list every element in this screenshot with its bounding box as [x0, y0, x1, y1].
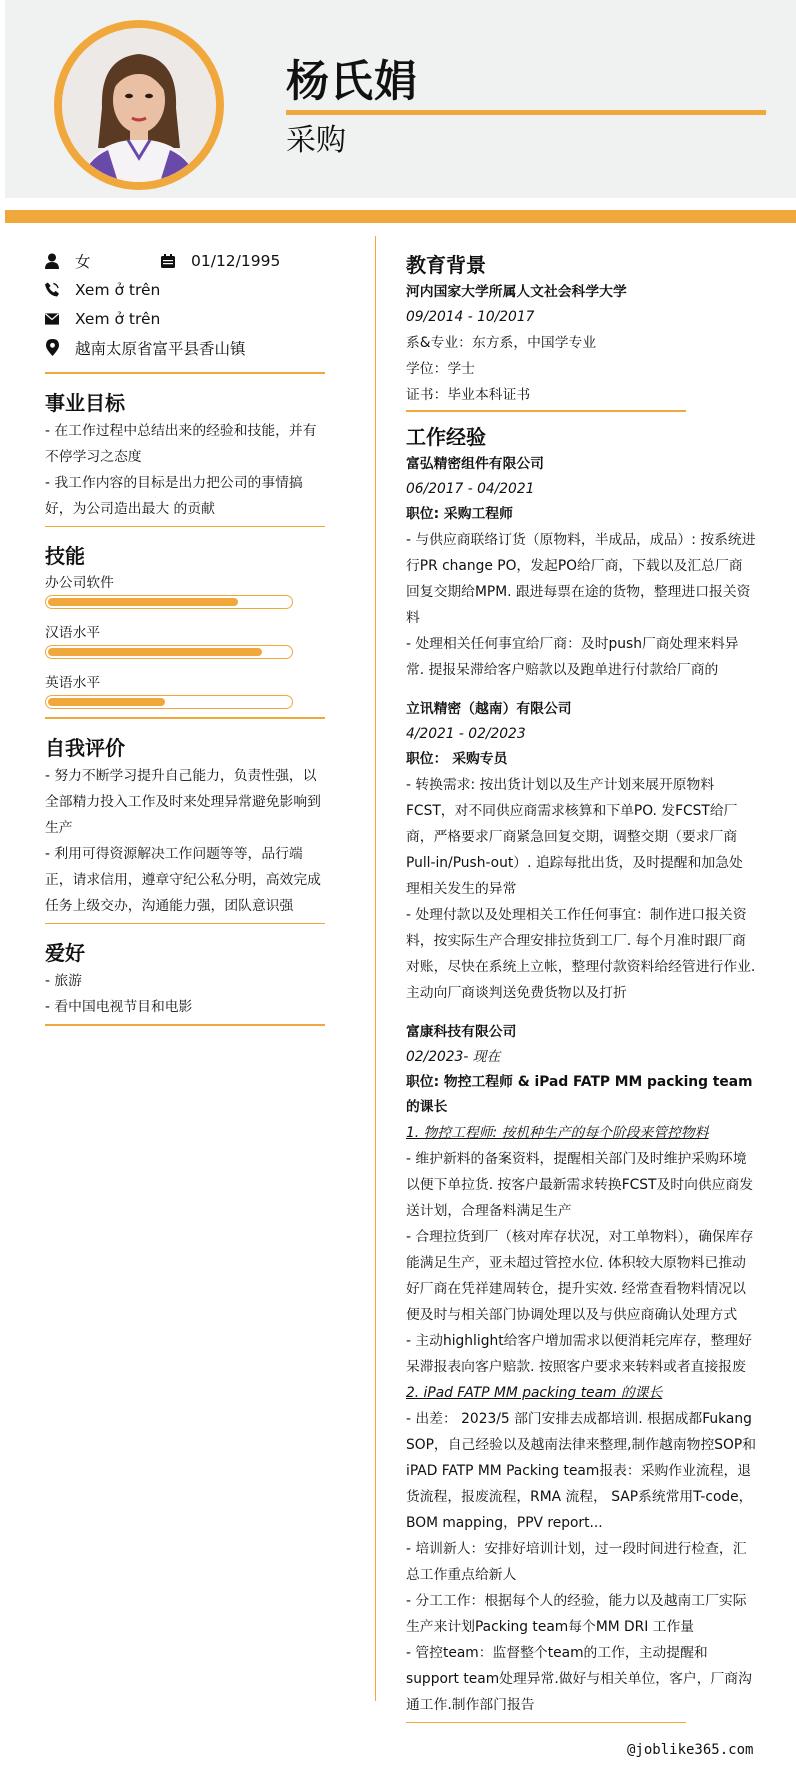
skill-bar-fill [48, 648, 262, 656]
birthdate-value: 01/12/1995 [191, 251, 281, 270]
job-line: - 与供应商联络订货（原物料，半成品，成品）: 按系统进行PR change PO，发起PO给厂商，下载以及汇总厂商回复交期给MPM. 跟进每票在途的货物，整理进口报关资料 [406, 531, 756, 626]
name-underline [286, 110, 766, 115]
skill-label: 英语水平 [45, 675, 101, 691]
self-eval-item: - 利用可得资源解决工作问题等等，品行端正，请求信用，遵章守纪公私分明，高效完成任务上级交办，沟通能力强，团队意识强 [45, 845, 321, 914]
skill-bar [45, 695, 293, 709]
company-name: 富康科技有限公司 [406, 1023, 517, 1040]
job-line: - 出差： 2023/5 部门安排去成都培训. 根据成都Fukang SOP，自己经验以及越南法律来整理,制作越南物控SOP和iPAD FATP MM Packing team报表：采购作业流程，退货流程，报废流程，RMA 流程， SAP系统常用T-code， BOM mapping，PPV report... [406, 1410, 756, 1531]
job-line: - 转换需求: 按出货计划以及生产计划来展开原物料FCST，对不同供应商需求核算和下单PO. 发FCST给厂商，严格要求厂商紧急回复交期，调整交期（要求厂商Pull-in/Push-out）. 追踪每批出货，及时提醒和加急处理相关发生的异常 [406, 776, 743, 897]
education-title: 教育背景 [406, 253, 486, 277]
education-line: 证书：毕业本科证书 [406, 387, 531, 403]
left-column [45, 246, 325, 1026]
section-divider [406, 1722, 686, 1724]
column-divider [375, 236, 376, 1701]
skill-label: 汉语水平 [45, 625, 101, 641]
email-value: Xem ở trên [75, 309, 161, 328]
location-pin-icon [45, 339, 59, 357]
job-date: 02/2023- 现在 [406, 1048, 501, 1065]
career-goal-title: 事业目标 [45, 390, 125, 415]
education-line: 学位：学士 [406, 361, 475, 377]
job-line: - 处理相关任何事宜给厂商：及时push厂商处理来料异常. 提报呆滞给客户赔款以及跑单进行付款给厂商的 [406, 635, 739, 678]
gender-birth-row [45, 246, 325, 275]
job-line: - 合理拉货到厂（核对库存状况，对工单物料），确保库存能满足生产，亚未超过管控水位. 体积较大原物料已推动好厂商在凭祥建周转仓，提升实效. 经常查看物料情况以便及时与相关部门协调处理以及与供应商确认处理方式 [406, 1228, 754, 1323]
job-position: 职位: 采购工程师 [406, 505, 513, 522]
phone-row [45, 275, 325, 304]
person-icon [45, 252, 59, 270]
skills-title: 技能 [45, 544, 85, 568]
header-accent-bar [5, 210, 796, 223]
skill-bar [45, 645, 293, 659]
job-line: - 维护新料的备案资料，提醒相关部门及时维护采购环境以便下单拉货. 按客户最新需求转换FCST及时向供应商发送计划，合理备料满足生产 [406, 1150, 754, 1219]
avatar [54, 20, 224, 190]
skill-bar [45, 595, 293, 609]
right-column [406, 250, 756, 1723]
job-entry [406, 452, 756, 683]
candidate-name: 杨氏娟 [286, 57, 418, 107]
section-divider [45, 526, 325, 528]
candidate-role: 采购 [286, 123, 346, 158]
job-line: - 处理付款以及处理相关工作任何事宜：制作进口报关资料，按实际生产合理安排拉货到工厂. 每个月准时跟厂商对账，尽快在系统上立帐，整理付款资料给经管进行作业. 主动向厂商谈判送免费货物以及打折 [406, 906, 756, 1001]
job-line: - 分工工作：根据每个人的经验，能力以及越南工厂实际生产来计划Packing team每个MM DRI 工作量 [406, 1592, 747, 1635]
address-value: 越南太原省富平县香山镇 [75, 339, 246, 358]
footer-watermark: @joblike365.com [627, 1742, 754, 1758]
hobby-item: - 旅游 [45, 973, 82, 989]
self-eval-item: - 努力不断学习提升自己能力，负责性强，以全部精力投入工作及时来处理异常避免影响到生产 [45, 767, 321, 836]
section-divider [45, 717, 325, 719]
section-divider [45, 1024, 325, 1026]
self-eval-title: 自我评价 [45, 735, 125, 760]
email-row [45, 304, 325, 333]
job-line: - 主动highlight给客户增加需求以便消耗完库存，整理好呆滞报表向客户赔款. 按照客户要求来转料或者直接报废 [406, 1332, 752, 1375]
career-goal-item: - 我工作内容的目标是出力把公司的事情搞好，为公司造出最大 的贡献 [45, 474, 303, 517]
skill-bar-fill [48, 598, 238, 606]
job-subheading: 1. 物控工程师: 按机种生产的每个阶段来管控物料 [406, 1124, 709, 1141]
job-position: 职位： 采购专员 [406, 750, 508, 767]
job-position: 职位: 物控工程师 & iPad FATP MM packing team 的课长 [406, 1073, 753, 1115]
calendar-icon [161, 252, 175, 270]
section-divider [45, 923, 325, 925]
skill-label: 办公司软件 [45, 575, 114, 591]
job-entry [406, 1020, 756, 1718]
hobbies-title: 爱好 [45, 941, 85, 965]
job-entry [406, 697, 756, 1006]
education-date: 09/2014 - 10/2017 [406, 309, 535, 325]
job-subheading: 2. iPad FATP MM packing team 的课长 [406, 1384, 663, 1401]
career-goal-item: - 在工作过程中总结出来的经验和技能，并有不停学习之态度 [45, 422, 317, 465]
job-line: - 管控team：监督整个team的工作，主动提醒和support team处理异常.做好与相关单位，客户，厂商沟通工作.制作部门报告 [406, 1644, 752, 1713]
job-date: 4/2021 - 02/2023 [406, 725, 526, 742]
job-date: 06/2017 - 04/2021 [406, 480, 535, 497]
skill-bar-fill [48, 698, 165, 706]
gender-value: 女 [75, 252, 91, 271]
hobby-item: - 看中国电视节目和电影 [45, 999, 193, 1015]
address-row [45, 333, 325, 362]
company-name: 立讯精密（越南）有限公司 [406, 700, 572, 717]
section-divider [45, 372, 325, 374]
phone-value: Xem ở trên [75, 280, 161, 299]
company-name: 富弘精密组件有限公司 [406, 455, 544, 472]
school-name: 河内国家大学所属人文社会科学大学 [406, 284, 627, 300]
education-line: 系&专业：东方系，中国学专业 [406, 335, 597, 351]
experience-title: 工作经验 [406, 424, 486, 449]
portrait-photo-icon [62, 28, 216, 182]
phone-icon [45, 281, 59, 299]
section-divider [406, 410, 686, 412]
job-line: - 培训新人：安排好培训计划，过一段时间进行检查，汇总工作重点给新人 [406, 1540, 747, 1583]
envelope-icon [45, 310, 59, 328]
